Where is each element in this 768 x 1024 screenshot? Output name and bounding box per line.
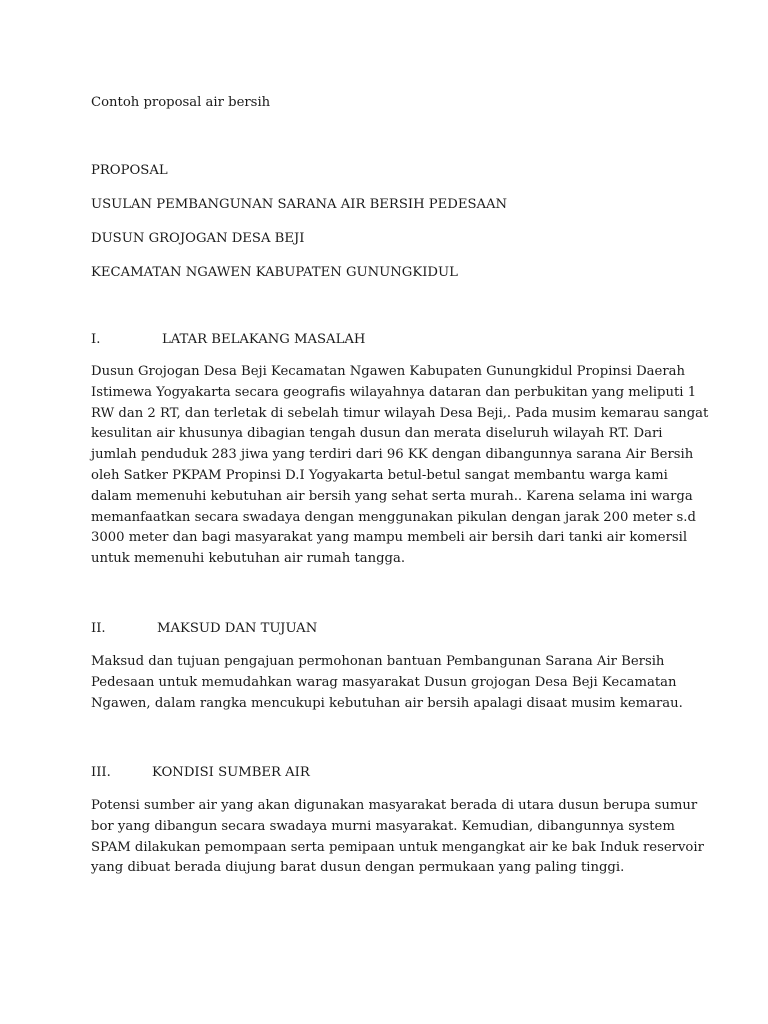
section-paragraph-1 bbox=[91, 362, 709, 570]
paragraph-line: oleh Satker PKPAM Propinsi D.I Yogyakarta betul-betul sangat membantu warga kami bbox=[91, 467, 668, 483]
proposal-heading: PROPOSAL bbox=[91, 163, 168, 178]
proposal-location-district: KECAMATAN NGAWEN KABUPATEN GUNUNGKIDUL bbox=[91, 265, 458, 280]
paragraph-line: SPAM dilakukan pemompaan serta pemipaan untuk mengangkat air ke bak Induk reservoir bbox=[91, 839, 704, 855]
paragraph-line: Potensi sumber air yang akan digunakan masyarakat berada di utara dusun berupa sumur bbox=[91, 798, 698, 813]
section-number: III. bbox=[91, 765, 111, 780]
section-number: II. bbox=[91, 621, 106, 636]
section-title: LATAR BELAKANG MASALAH bbox=[162, 332, 366, 347]
paragraph-line: Maksud dan tujuan pengajuan permohonan bantuan Pembangunan Sarana Air Bersih bbox=[91, 654, 665, 669]
section-paragraph-3 bbox=[91, 796, 704, 879]
paragraph-line: Istimewa Yogyakarta secara geografis wilayahnya dataran dan perbukitan yang meliputi 1 bbox=[91, 384, 697, 400]
section-heading-2 bbox=[91, 621, 317, 637]
paragraph-line: Dusun Grojogan Desa Beji Kecamatan Ngawen Kabupaten Gunungkidul Propinsi Daerah bbox=[91, 364, 685, 379]
section-paragraph-2 bbox=[91, 652, 683, 714]
section-heading-3 bbox=[91, 765, 310, 781]
paragraph-line: bor yang dibangun secara swadaya murni masyarakat. Kemudian, dibangunnya system bbox=[91, 818, 675, 834]
paragraph-line: RW dan 2 RT, dan terletak di sebelah timur wilayah Desa Beji,. Pada musim kemarau sangat bbox=[91, 405, 709, 421]
proposal-location-village: DUSUN GROJOGAN DESA BEJI bbox=[91, 231, 305, 246]
section-number: I. bbox=[91, 332, 101, 347]
section-heading-1 bbox=[91, 332, 365, 348]
paragraph-line: memanfaatkan secara swadaya dengan menggunakan pikulan dengan jarak 200 meter s.d bbox=[91, 509, 696, 525]
paragraph-line: untuk memenuhi kebutuhan air rumah tangga. bbox=[91, 551, 406, 567]
document-title: Contoh proposal air bersih bbox=[91, 95, 271, 110]
paragraph-line: 3000 meter dan bagi masyarakat yang mampu membeli air bersih dari tanki air komersil bbox=[91, 530, 688, 546]
paragraph-line: yang dibuat berada diujung barat dusun dengan permukaan yang paling tinggi. bbox=[91, 860, 625, 876]
paragraph-line: jumlah penduduk 283 jiwa yang terdiri dari 96 KK dengan dibangunnya sarana Air Bersih bbox=[91, 447, 694, 463]
section-title: MAKSUD DAN TUJUAN bbox=[157, 621, 318, 636]
proposal-subject: USULAN PEMBANGUNAN SARANA AIR BERSIH PEDESAAN bbox=[91, 197, 508, 212]
paragraph-line: Pedesaan untuk memudahkan warag masyarakat Dusun grojogan Desa Beji Kecamatan bbox=[91, 674, 677, 690]
paragraph-line: dalam memenuhi kebutuhan air bersih yang sehat serta murah.. Karena selama ini warga bbox=[91, 488, 693, 504]
paragraph-line: kesulitan air khusunya dibagian tengah dusun dan merata diseluruh wilayah RT. Dari bbox=[91, 426, 663, 442]
paragraph-line: Ngawen, dalam rangka mencukupi kebutuhan air bersih apalagi disaat musim kemarau. bbox=[91, 695, 683, 711]
section-title: KONDISI SUMBER AIR bbox=[152, 765, 310, 780]
